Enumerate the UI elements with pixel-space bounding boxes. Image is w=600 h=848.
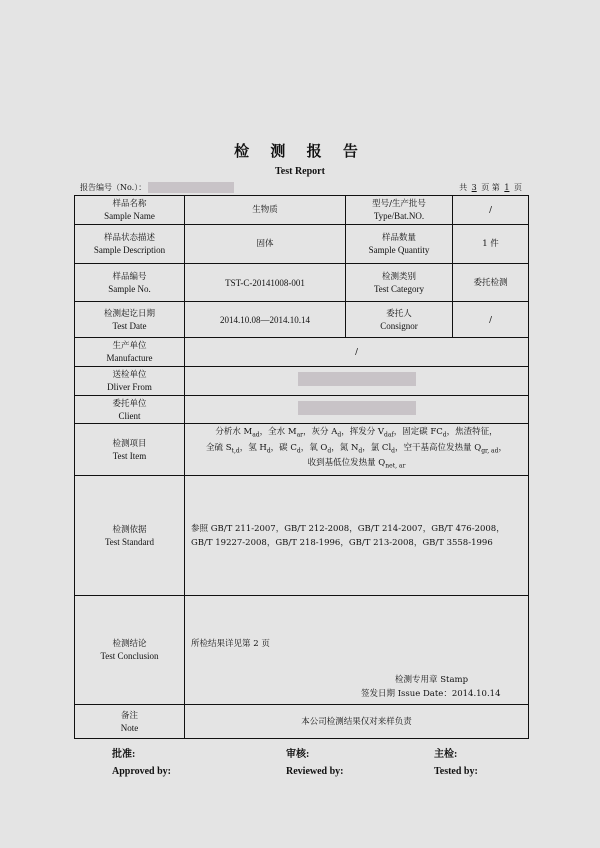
test-standard-label: 检测依据 Test Standard [75, 476, 185, 596]
report-title: 检 测 报 告 [234, 142, 366, 160]
stamp-label: 检测专用章 Stamp [395, 675, 469, 686]
note-value: 本公司检测结果仅对来样负责 [185, 705, 529, 739]
test-conclusion-label: 检测结论 Test Conclusion [75, 596, 185, 705]
consignor-value: / [453, 302, 529, 338]
sample-quantity-value: 1 件 [453, 225, 529, 264]
sample-description-value: 固体 [185, 225, 346, 264]
report-number-label: 报告编号（No.）： [80, 183, 147, 192]
test-item-label: 检测项目 Test Item [75, 424, 185, 476]
sample-name-value: 生物质 [185, 196, 346, 225]
manufacture-value: / [185, 338, 529, 367]
sample-no-value: TST-C-20141008-001 [185, 264, 346, 302]
sample-description-label: 样品状态描述 Sample Description [75, 225, 185, 264]
table-row [75, 396, 529, 424]
client-value [185, 396, 529, 424]
conclusion-text: 所检结果详见第 2 页 [191, 639, 270, 650]
sample-name-label: 样品名称 Sample Name [75, 196, 185, 225]
tested-by: 主检: Tested by: [434, 749, 478, 777]
test-date-label: 检测起讫日期 Test Date [75, 302, 185, 338]
test-category-value: 委托检测 [453, 264, 529, 302]
redacted-dliver-from [298, 372, 416, 386]
report-subtitle: Test Report [275, 166, 325, 177]
table-row [75, 302, 529, 338]
test-standard-value: 参照 GB/T 211-2007，GB/T 212-2008，GB/T 214-2007，GB/T 476-2008， GB/T 19227-2008，GB/T 218-1996，GB/T 213-2008，GB/T 3558-1996 [185, 476, 529, 596]
page-total: 3 [471, 183, 477, 192]
dliver-from-label: 送检单位 Dliver From [75, 367, 185, 396]
test-item-value: 分析水 $M_{ad}$，全水 $M_{ar}$，灰分 $A_d$，挥发分 $V_{daf}$，固定碳 $FC_d$，焦渣特征， 全硫 $S_{t,d}$，氢 $H_d$，碳 $C_d$，氧 $O_d$，氮 $N_d$，氯 $Cl_d$，空干基高位发热量 $Q_{gr, ad}$， 收到基低位发热量 $Q_{net, ar}$ [185, 424, 529, 476]
table-row [75, 264, 529, 302]
consignor-label: 委托人 Consignor [346, 302, 453, 338]
report-number [80, 182, 234, 193]
redacted-report-number [148, 182, 234, 193]
test-category-label: 检测类别 Test Category [346, 264, 453, 302]
table-row [75, 476, 529, 596]
table-row [75, 596, 529, 705]
page-current: 1 [504, 183, 510, 192]
table-row [75, 225, 529, 264]
table-row [75, 338, 529, 367]
note-label: 备注 Note [75, 705, 185, 739]
dliver-from-value [185, 367, 529, 396]
redacted-client [298, 401, 416, 415]
table-row [75, 196, 529, 225]
issue-date: 签发日期 Issue Date：2014.10.14 [361, 689, 501, 700]
table-row [75, 705, 529, 739]
type-batch-label: 型号/生产批号 Type/Bat.NO. [346, 196, 453, 225]
reviewed-by: 审核: Reviewed by: [286, 749, 344, 777]
report-table [74, 195, 529, 739]
page-indicator: 共 3 页 第 1 页 [459, 183, 522, 192]
table-row [75, 367, 529, 396]
test-conclusion-value [185, 596, 529, 705]
test-date-value: 2014.10.08—2014.10.14 [185, 302, 346, 338]
manufacture-label: 生产单位 Manufacture [75, 338, 185, 367]
sample-quantity-label: 样品数量 Sample Quantity [346, 225, 453, 264]
type-batch-value: / [453, 196, 529, 225]
sample-no-label: 样品编号 Sample No. [75, 264, 185, 302]
table-row [75, 424, 529, 476]
approved-by: 批准: Approved by: [112, 749, 171, 777]
client-label: 委托单位 Client [75, 396, 185, 424]
